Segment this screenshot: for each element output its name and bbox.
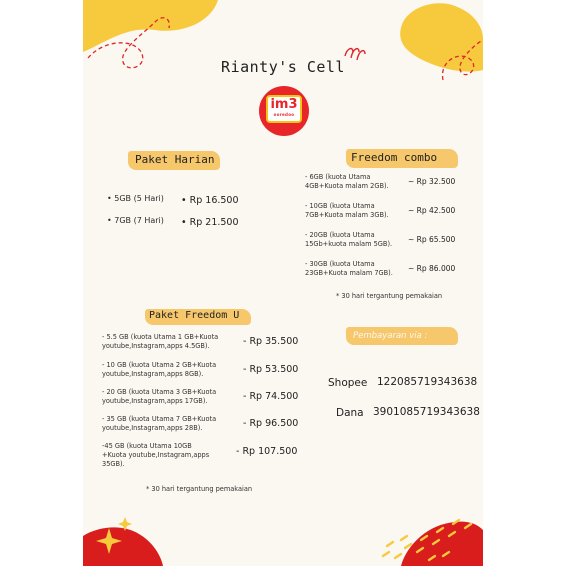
desc-line: - 10GB (kuota Utama [305,202,375,210]
combo-item-3-desc [305,231,392,249]
harian-item-2-price: • Rp 21.500 [181,217,239,228]
freedom-u-item-1-desc [102,333,218,351]
harian-item-1-name [107,194,164,203]
combo-item-4-price: ~ Rp 86.000 [408,264,456,273]
harian-item-name: 5GB (5 Hari) [114,194,164,203]
desc-line: 23GB+Kuota malam 7GB). [305,269,393,277]
desc-line: -45 GB (kuota Utama 10GB [102,442,192,450]
harian-item-1-price: • Rp 16.500 [181,195,239,206]
combo-note: * 30 hari tergantung pemakaian [336,292,443,300]
store-name: Rianty's Cell [221,58,345,76]
combo-item-1-desc [305,173,389,191]
bullet: • [107,216,112,225]
combo-item-1-price: ~ Rp 32.500 [408,177,456,186]
payment-dana-name: Dana [336,407,364,419]
desc-line: - 35 GB (kuota Utama 7 GB+Kuota [102,415,217,423]
desc-line: - 6GB (kuota Utama [305,173,371,181]
desc-line: - 10 GB (kuota Utama 2 GB+Kuota [102,361,217,369]
desc-line: - 20 GB (kuota Utama 3 GB+Kuota [102,388,217,396]
payment-shopee-number: 122085719343638 [377,376,478,388]
desc-line: 7GB+Kuota malam 3GB). [305,211,389,219]
desc-line: - 5.5 GB (kuota Utama 1 GB+Kuota [102,333,219,341]
desc-line: - 20GB (kuota Utama [305,231,375,239]
bullet: • [107,194,112,203]
im3-logo-text: im3 [270,97,298,112]
payment-dana-number: 3901085719343638 [373,406,480,418]
promo-flyer [83,0,483,566]
freedom-u-item-4-price: - Rp 96.500 [243,418,299,429]
freedom-u-heading: Paket Freedom U [149,310,240,321]
combo-item-3-price: ~ Rp 65.500 [408,235,456,244]
im3-logo [259,86,309,136]
combo-item-2-desc [305,202,389,220]
desc-line: youtube,Instagram,apps 8GB). [102,370,204,378]
freedom-u-item-3-desc [102,388,216,406]
freedom-u-item-4-desc [102,415,216,433]
desc-line: youtube,Instagram,apps 28B). [102,424,203,432]
desc-line: - 30GB (kuota Utama [305,260,375,268]
decorative-background [83,0,483,566]
pembayaran-heading: Pembayaran via : [353,331,428,341]
harian-item-2-name [107,216,164,225]
desc-line: 4GB+Kuota malam 2GB). [305,182,389,190]
combo-item-2-price: ~ Rp 42.500 [408,206,456,215]
desc-line: youtube,Instagram,apps 4.5GB). [102,342,210,350]
payment-shopee-name: Shopee [328,377,368,389]
desc-line: +Kuota youtube,Instagram,apps [102,451,210,459]
freedom-combo-heading: Freedom combo [351,151,438,164]
desc-line: 15Gb+kuota malam 5GB). [305,240,393,248]
combo-item-4-desc [305,260,393,278]
freedom-u-item-5-desc [102,442,209,469]
freedom-u-item-3-price: - Rp 74.500 [243,391,299,402]
im3-logo-badge [266,95,302,123]
freedom-u-note: * 30 hari tergantung pemakaian [146,485,253,493]
bottom-left-red-blob [83,527,163,566]
desc-line: youtube,Instagram,apps 17GB). [102,397,208,405]
freedom-u-item-5-price: - Rp 107.500 [236,446,298,457]
harian-item-name: 7GB (7 Hari) [114,216,164,225]
freedom-u-item-2-desc [102,361,216,379]
desc-line: 35GB). [102,460,125,468]
freedom-u-item-2-price: - Rp 53.500 [243,364,299,375]
paket-harian-heading: Paket Harian [135,153,215,166]
im3-logo-subtext: ooredoo [273,112,295,117]
freedom-u-item-1-price: - Rp 35.500 [243,336,299,347]
